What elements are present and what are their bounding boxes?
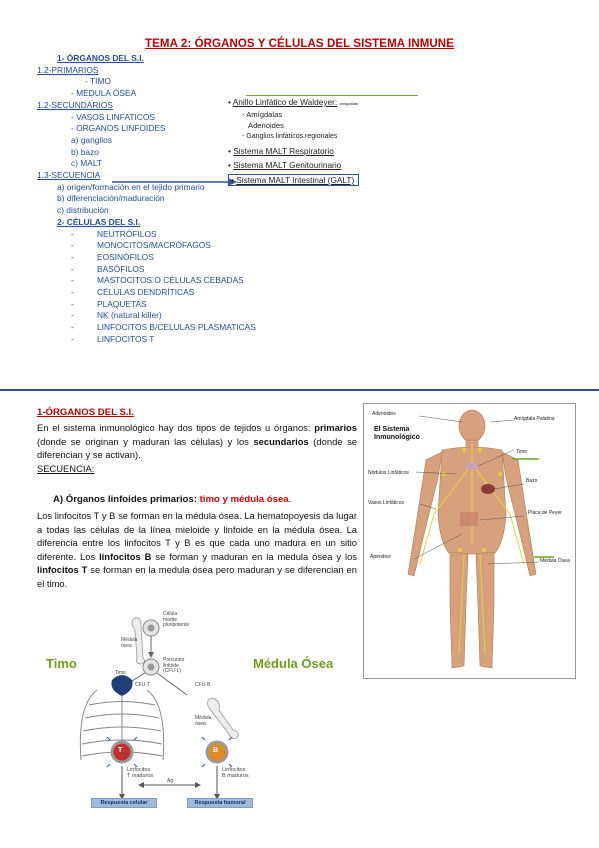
body-label: Amígdala Palatina (514, 416, 555, 422)
bone-icon-2 (208, 698, 239, 739)
outline-organos-linfoides: - ORGANOS LINFOIDES (71, 123, 166, 134)
body-label: Vasos Linfáticos (368, 500, 405, 506)
outline-seq-b: b) diferenciación/maduración (57, 193, 165, 204)
cell-list-item: - BASÓFILOS (71, 263, 145, 274)
outline-malt: c) MALT (71, 158, 103, 169)
thymus-icon (111, 675, 132, 696)
body-label: Placa de Peyer (528, 510, 562, 516)
immune-system-figure (363, 403, 576, 679)
outline-ganglios: a) ganglios (71, 134, 112, 145)
outline-secundarios: 1.2-SECUNDARIOS (37, 99, 113, 110)
respuesta-celular: Respuesta celular (91, 798, 157, 808)
cell-list-item: - EOSINÓFILOS (71, 251, 154, 262)
diagram-graphics (37, 610, 337, 810)
cell-list-item: - NK (natural killer) (71, 310, 162, 321)
outline-celulas: 2- CÉLULAS DEL S.I. (57, 216, 141, 227)
cell-list-item: - PLAQUETAS (71, 298, 147, 309)
t-cell-label: T (118, 747, 123, 754)
cell-list-item: - MASTOCITOS O CÉLULAS CEBADAS (71, 275, 244, 286)
thymus-icon (466, 462, 478, 470)
body-illustration (364, 404, 575, 678)
outline-timo: - TIMO (85, 76, 111, 87)
outline-organos: 1- ÓRGANOS DEL S.I. (57, 53, 144, 63)
outline-vasos: - VASOS LINFATICOS (71, 111, 155, 122)
lymphocyte-diagram: Timo Médula Ósea Célula madre pluripotente Médula ósea Precursor linfoide (CFU-L) Timo CFU-T CFU-B Médula ósea T B Linfocitos T maduros Linfocitos B maduros Ag Respuesta celular Respuesta humoral (37, 610, 337, 810)
spleen-icon (481, 484, 495, 494)
body-label: Médula Ósea (540, 558, 570, 564)
cell-list-item: - LINFOCITOS B/CELULAS PLASMATICAS (71, 322, 256, 333)
outline-primarios: 1.2-PRIMARIOS (37, 64, 99, 75)
body-label: Apéndice (370, 554, 391, 560)
cell-list-item: - NEUTRÓFILOS (71, 228, 157, 239)
diagram-timo-label: Timo (46, 656, 77, 671)
section-divider (0, 389, 599, 391)
malt-item-genitourinario: Sistema MALT Genitourinario (233, 160, 342, 170)
malt-box: • Anillo Linfático de Waldeyer: amígdalas - Amígdalas Adenoides - Ganglios linfáticos regionales • Sistema MALT Respiratorio • Sistema MALT Genitourinario • Sistema MALT Intestinal (GALT) (226, 93, 420, 192)
secuencia-label: SECUENCIA: (37, 463, 95, 474)
figure-title: El Sistema Inmunológico (374, 426, 420, 441)
cell-list (37, 229, 277, 346)
b-cell-label: B (213, 747, 219, 754)
respuesta-humoral: Respuesta humoral (187, 798, 253, 808)
malt-item-respiratorio: Sistema MALT Respiratorio (233, 146, 334, 156)
page-title: TEMA 2: ÓRGANOS Y CÉLULAS DEL SISTEMA INMUNE (145, 38, 454, 50)
subheading-a: A) Órganos linfoides primarios: timo y médula ósea. (53, 494, 292, 505)
outline-secuencia: 1.3-SECUENCIA (37, 170, 101, 181)
body-label: Timo (516, 449, 527, 455)
body-label: Bazo (526, 478, 538, 484)
body-label: Adenoides (372, 411, 396, 417)
intro-paragraph: En el sistema inmunológico hay dos tipos de tejidos u órganos: primarios (donde se originan y maduran las células) y los secundarios (donde se diferencian y se activan). (37, 422, 357, 460)
linfocitos-paragraph: Los linfocitos T y B se forman en la médula ósea. La hematopoyesis da lugar a todas las células de la línea mieloide y linfoide en la médula ósea. La diferencia entre los linfocitos T y B es que cada uno madura en un sitio diferente. Los linfocitos B se forman y maduran en la medula ósea y los linfocitos T se forman en la medula ósea pero maduran y se diferencian en el timo. (37, 510, 357, 589)
malt-item-intestinal: Sistema MALT Intestinal (GALT) (236, 175, 355, 185)
outline-seq-a: a) origen/formación en el tejido primario (57, 181, 205, 192)
malt-arrow (110, 176, 240, 188)
outline-seq-c: c) distribución (57, 205, 109, 216)
body-label: Nódulos Linfáticos (368, 470, 409, 476)
outline-medula: - MÉDULA ÓSEA (71, 88, 137, 99)
malt-item-waldeyer: Anillo Linfático de Waldeyer: (232, 97, 338, 107)
diagram-medula-label: Médula Ósea (253, 656, 334, 671)
cell-list-item: - CÉLULAS DENDRÍTICAS (71, 287, 195, 298)
outline-bazo: b) bazo (71, 146, 99, 157)
cell-list-item: - LINFOCITOS T (71, 333, 155, 344)
section-heading: 1-ÓRGANOS DEL S.I. (37, 407, 134, 418)
cell-list-item: - MONOCITOS/MACRÓFAGOS (71, 240, 211, 251)
